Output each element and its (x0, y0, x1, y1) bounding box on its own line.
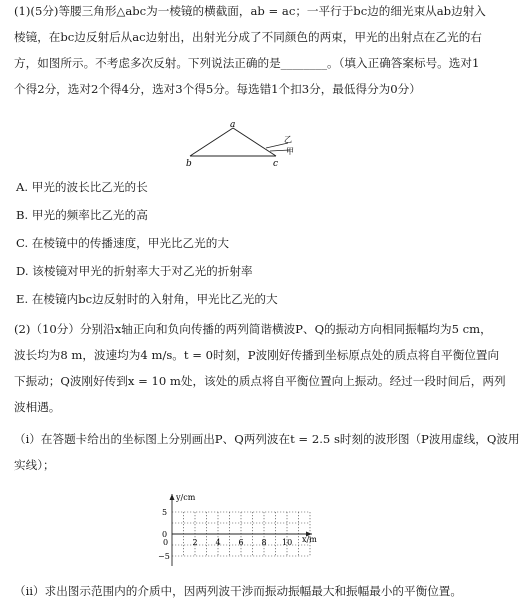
y-tick-labels (158, 508, 170, 561)
q2-line-2: 波长均为8 m，波速均为4 m/s。t = 0时刻，P波刚好传播到坐标原点处的质点将自平衡位置向 (14, 348, 500, 362)
origin-label: 0 (163, 538, 169, 547)
y-axis-arrow (170, 494, 175, 500)
y-axis-label: y/cm (176, 493, 196, 502)
option-e: E. 在棱镜内bc边反射时的入射角，甲光比乙光的大 (16, 292, 278, 306)
option-d: D. 该棱镜对甲光的折射率大于对乙光的折射率 (16, 264, 253, 278)
vertex-b-label: b (186, 159, 192, 169)
vertex-a-label: a (230, 120, 236, 130)
x-tick-label: 6 (238, 538, 244, 547)
q2-sub1-line-2: 实线）； (14, 458, 55, 472)
q1-line-2: 棱镜，在bc边反射后从ac边射出，出射光分成了不同颜色的两束，甲光的出射点在乙光的右 (14, 30, 482, 44)
wave-coordinate-graph (152, 490, 332, 570)
option-a: A. 甲光的波长比乙光的长 (16, 180, 148, 194)
y-tick-label: 0 (162, 530, 168, 539)
option-b: B. 甲光的频率比乙光的高 (16, 208, 148, 222)
ray-jia-label: 甲 (286, 147, 294, 156)
q2-line-3: 下振动；Q波刚好传到x = 10 m处，该处的质点将自平衡位置向上振动。经过一段时间后，两列 (14, 374, 506, 388)
x-tick-label: 10 (282, 538, 293, 547)
x-tick-label: 8 (261, 538, 267, 547)
prism-figure (180, 118, 300, 168)
y-tick-label: 5 (162, 508, 168, 517)
y-tick-label: −5 (158, 552, 170, 561)
q2-sub2: （ⅱ）求出图示范围内的介质中，因两列波干涉而振动振幅最大和振幅最小的平衡位置。 (14, 584, 462, 598)
x-tick-label: 2 (192, 538, 198, 547)
option-c: C. 在棱镜中的传播速度，甲光比乙光的大 (16, 236, 229, 250)
x-axis-label: x/m (302, 535, 317, 544)
q1-line-4: 个得2分，选对2个得4分，选对3个得5分。每选错1个扣3分，最低得分为0分） (14, 82, 421, 96)
x-tick-label: 4 (215, 538, 221, 547)
x-tick-labels (163, 538, 292, 547)
q2-line-4: 波相遇。 (14, 400, 61, 414)
q1-line-3: 方，如图所示。不考虑多次反射。下列说法正确的是________。（填入正确答案标号。选对1 (14, 56, 480, 70)
ray-yi-label: 乙 (284, 135, 292, 144)
vertex-c-label: c (273, 159, 279, 169)
q1-line-1: (1)(5分)等腰三角形△abc为一棱镜的横截面，ab = ac；一平行于bc边的细光束从ab边射入 (14, 4, 486, 18)
q2-sub1-line-1: （ⅰ）在答题卡给出的坐标图上分别画出P、Q两列波在t = 2.5 s时刻的波形图（P波用虚线，Q波用 (14, 432, 520, 446)
q2-line-1: (2)（10分）分别沿x轴正向和负向传播的两列简谐横波P、Q的振动方向相同振幅均为5 cm， (14, 322, 492, 336)
